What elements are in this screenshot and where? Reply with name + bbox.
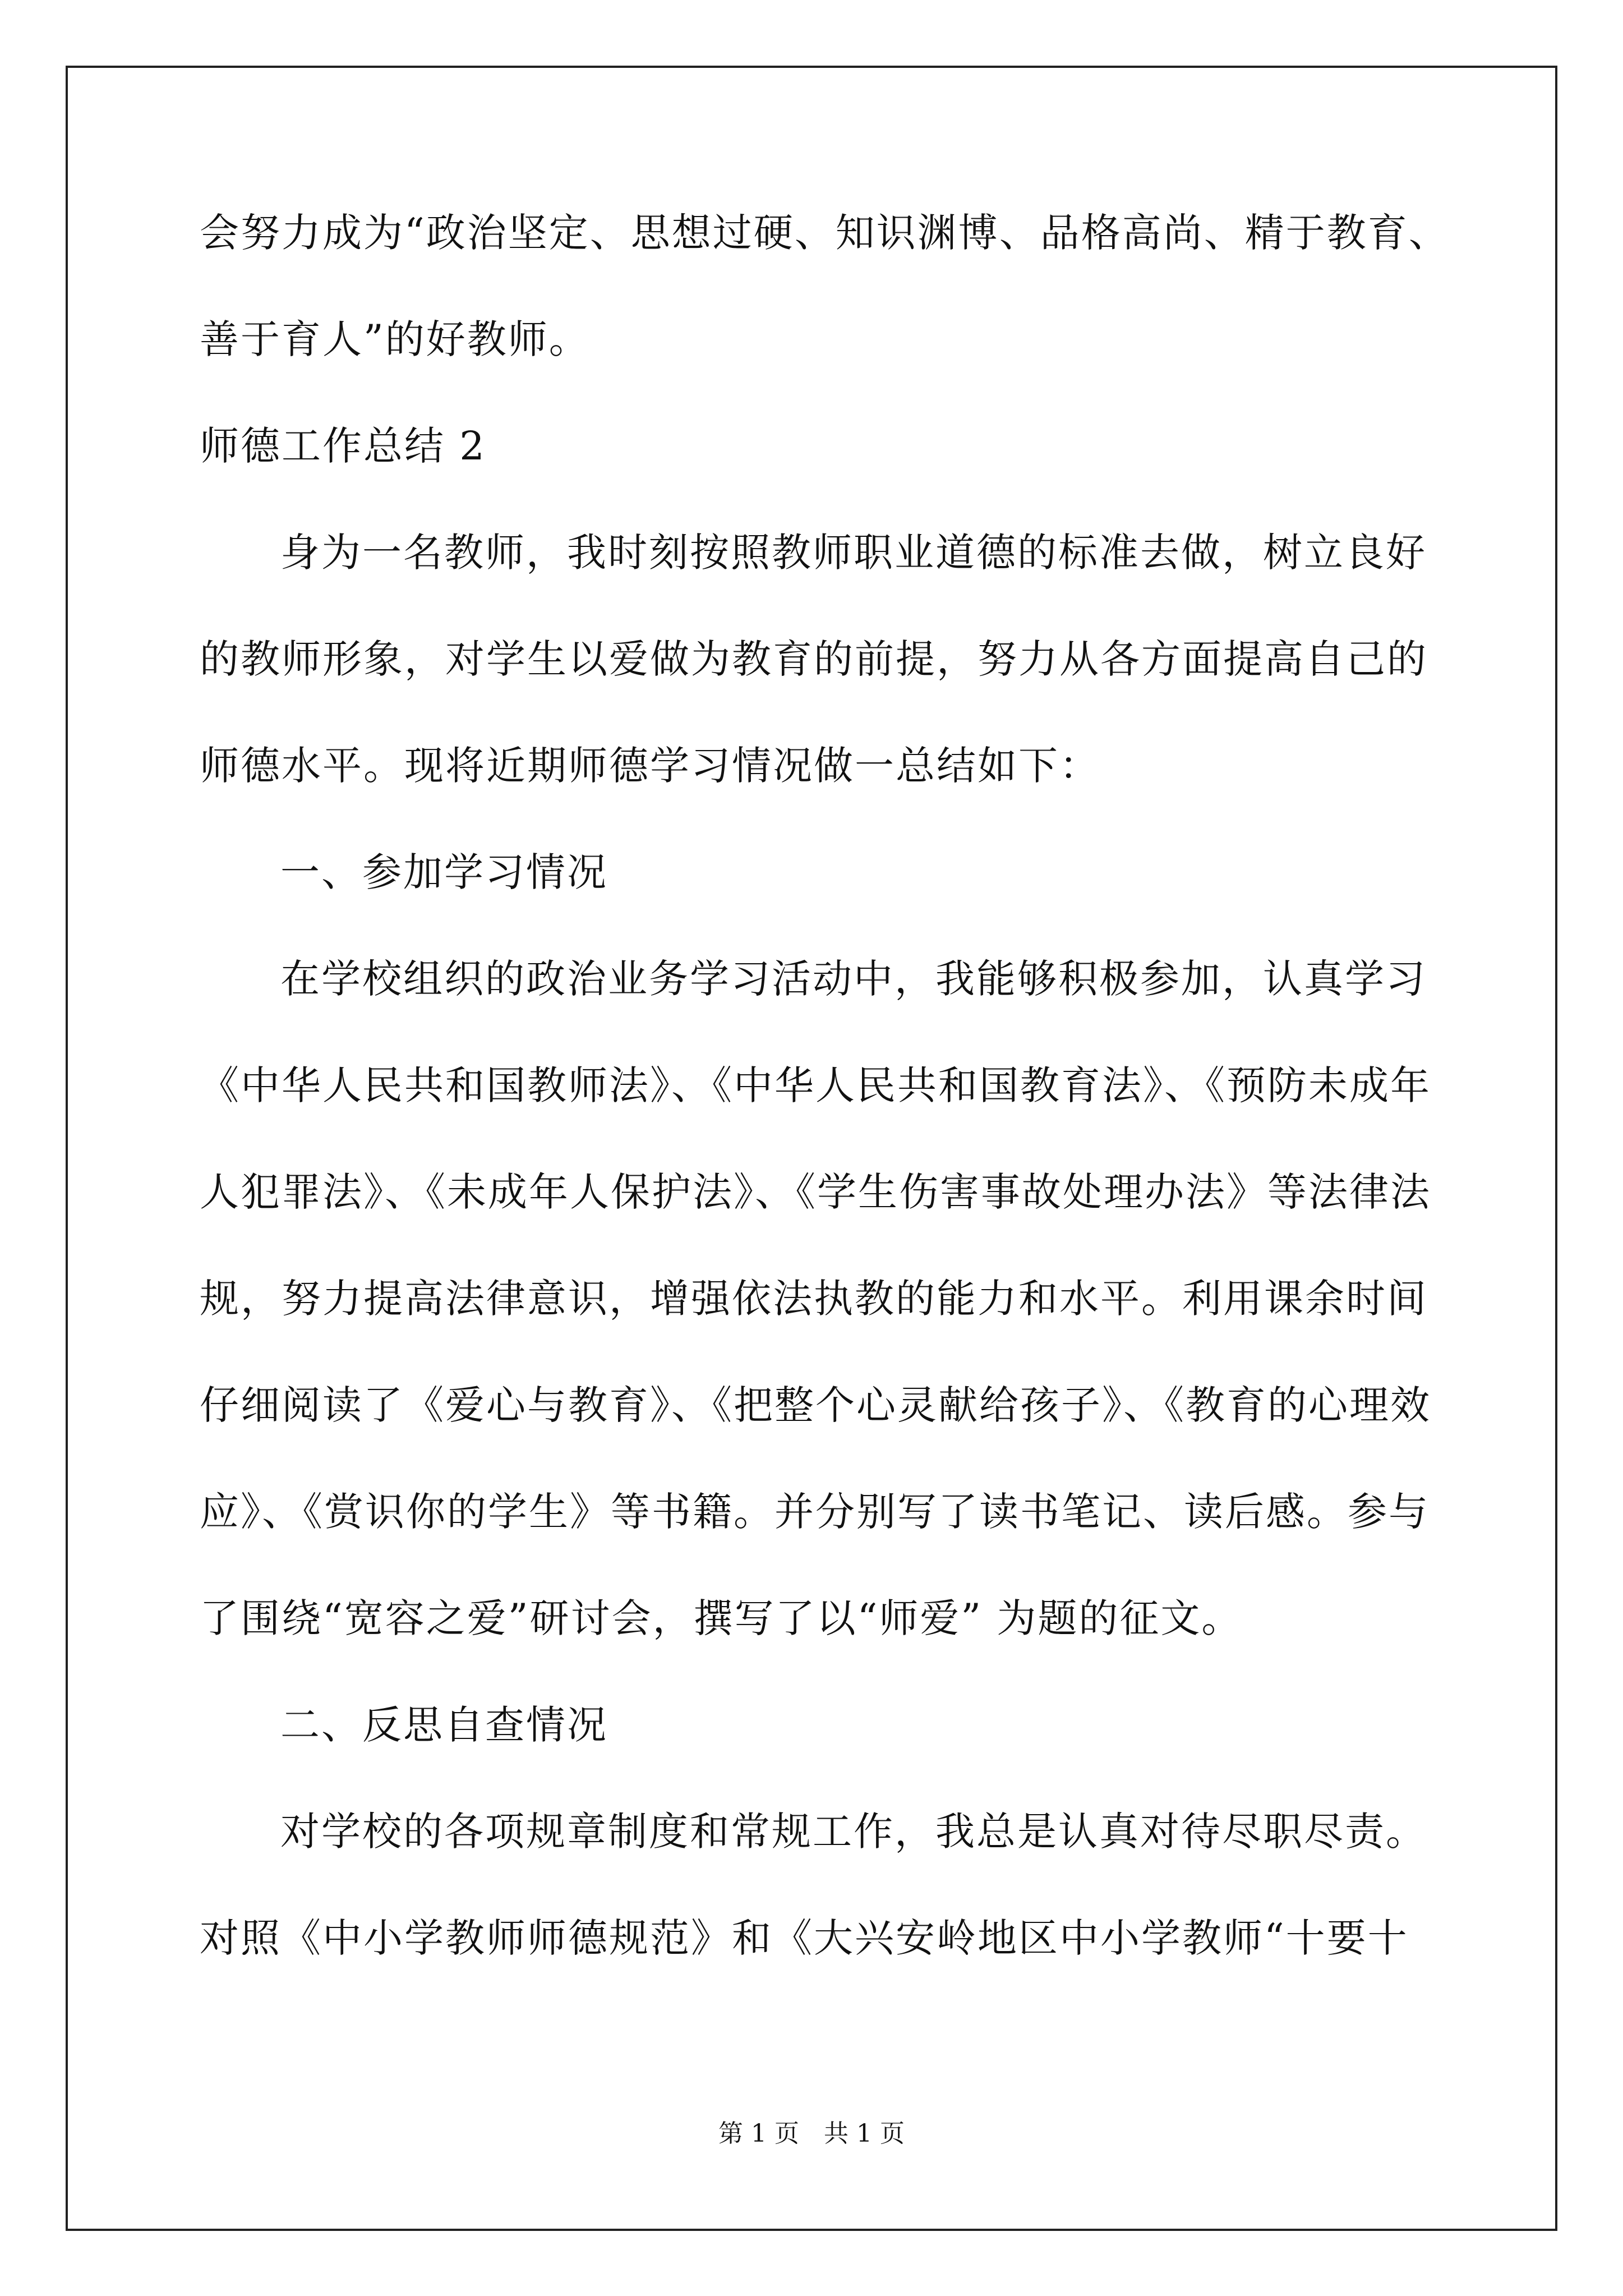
text-line-17: 对照《中小学教师师德规范》和《大兴安岭地区中小学教师“十要十 (200, 1915, 1409, 1961)
subheading-1: 一、参加学习情况 (280, 849, 608, 895)
text-line-12: 仔细阅读了《爱心与教育》、《把整个心灵献给孩子》、《教育的心理效 (200, 1382, 1431, 1428)
page-border (66, 66, 1557, 2231)
subheading-2: 二、反思自查情况 (280, 1702, 608, 1748)
text-line-4: 身为一名教师，我时刻按照教师职业道德的标准去做，树立良好 (280, 530, 1427, 576)
text-line-2: 善于育人”的好教师。 (200, 316, 590, 362)
text-line-5: 的教师形象，对学生以爱做为教育的前提，努力从各方面提高自己的 (200, 636, 1428, 682)
text-line-10: 人犯罪法》、《未成年人保护法》、《学生伤害事故处理办法》等法律法 (200, 1169, 1431, 1215)
section-heading: 师德工作总结 2 (200, 423, 486, 469)
text-line-14: 了围绕“宽容之爱”研讨会，撰写了以“师爱” 为题的征文。 (200, 1595, 1243, 1641)
text-line-11: 规，努力提高法律意识，增强依法执教的能力和水平。利用课余时间 (200, 1276, 1428, 1322)
text-line-6: 师德水平。现将近期师德学习情况做一总结如下： (200, 743, 1100, 789)
text-line-13: 应》、《赏识你的学生》等书籍。并分别写了读书笔记、读后感。参与 (200, 1489, 1430, 1535)
text-line-16: 对学校的各项规章制度和常规工作，我总是认真对待尽职尽责。 (280, 1809, 1427, 1855)
text-line-8: 在学校组织的政治业务学习活动中，我能够积极参加，认真学习 (280, 956, 1427, 1002)
text-line-1: 会努力成为“政治坚定、思想过硬、知识渊博、品格高尚、精于教育、 (200, 210, 1450, 256)
text-line-9: 《中华人民共和国教师法》、《中华人民共和国教育法》、《预防未成年 (200, 1062, 1431, 1108)
page-number-footer: 第 1 页 共 1 页 (718, 2119, 905, 2148)
